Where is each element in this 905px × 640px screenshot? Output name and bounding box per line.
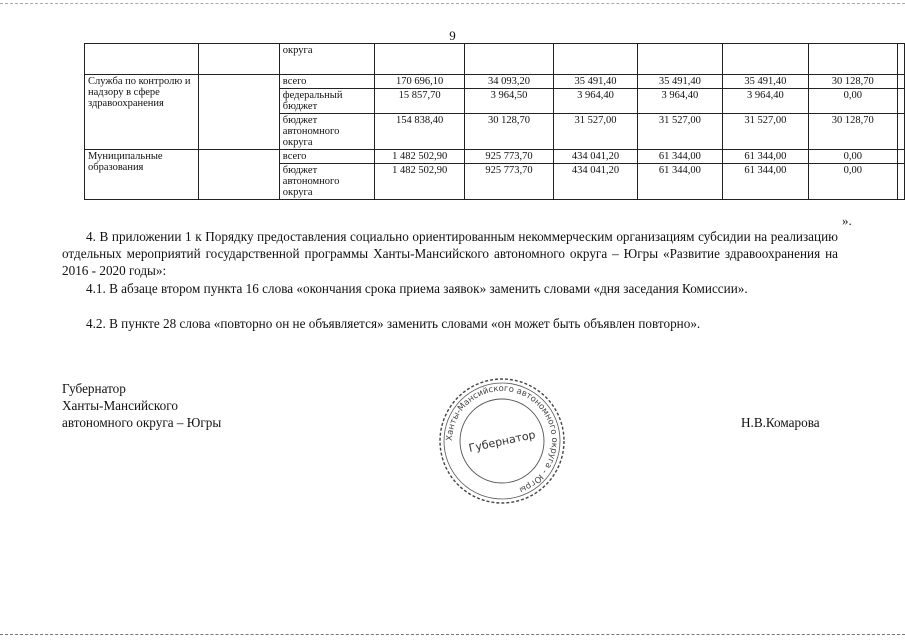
amount-cell: 925 773,70 [464, 150, 553, 164]
amount-cell: 3 964,40 [723, 89, 808, 114]
budget-category: всего [279, 150, 375, 164]
budget-category: всего [279, 75, 375, 89]
paragraph-4-2: 4.2. В пункте 28 слова «повторно он не объявляется» заменить словами «он может быть объявлен повторно». [86, 316, 701, 331]
amount-cell: 30 128,70 [808, 114, 897, 150]
budget-category: бюджет автономного округа [279, 114, 375, 150]
amount-cell: 61 344,00 [637, 150, 722, 164]
amount-cell: 3 964,40 [637, 89, 722, 114]
budget-table [84, 43, 905, 200]
amount-cell: 30 128,70 [464, 114, 553, 150]
amount-cell: 434 041,20 [554, 150, 637, 164]
amount-cell: 61 344,00 [723, 164, 808, 200]
page-number: 9 [449, 28, 456, 43]
signatory-line: Ханты-Мансийского [62, 398, 178, 413]
budget-category: округа [279, 44, 375, 75]
amount-cell: 0,00 [808, 150, 897, 164]
amount-cell: 35 491,40 [723, 75, 808, 89]
amount-cell: 31 527,00 [637, 114, 722, 150]
amount-cell: 3 964,50 [464, 89, 553, 114]
stamp-center-text: Губернатор [467, 428, 537, 455]
program-executor: Служба по контролю и надзору в сфере здравоохранения [85, 75, 199, 150]
amount-cell: 35 491,40 [637, 75, 722, 89]
signatory-line: Губернатор [62, 381, 126, 396]
scan-bottom-edge [0, 634, 905, 635]
closing-quote: ». [842, 213, 852, 228]
amount-cell: 30 128,70 [808, 75, 897, 89]
amount-cell: 0,00 [808, 164, 897, 200]
amount-cell: 31 527,00 [554, 114, 637, 150]
amount-cell: 15 857,70 [375, 89, 464, 114]
amount-cell: 1 482 502,90 [375, 150, 464, 164]
signatory-title [62, 380, 221, 431]
amount-cell: 34 093,20 [464, 75, 553, 89]
amount-cell: 925 773,70 [464, 164, 553, 200]
paragraph-4-1: 4.1. В абзаце втором пункта 16 слова «окончания срока приема заявок» заменить словами «дня заседания Комиссии». [86, 281, 748, 296]
paragraph-4: 4. В приложении 1 к Порядку предоставления социально ориентированным некоммерческим организациям субсидии на реализацию отдельных мероприятий государственной программы Ханты-Мансийского автономного округа – Югры «Развитие здравоохранения на 2016 - 2020 годы»: [62, 229, 838, 278]
official-stamp [437, 376, 567, 506]
amount-cell: 1 482 502,90 [375, 164, 464, 200]
scan-top-edge [0, 3, 905, 4]
amount-cell: 35 491,40 [554, 75, 637, 89]
stamp-ring-text: Ханты-Мансийского автономного округа - Югры [444, 383, 560, 495]
signatory-name: Н.В.Комарова [741, 415, 820, 430]
amount-cell: 170 696,10 [375, 75, 464, 89]
amount-cell: 154 838,40 [375, 114, 464, 150]
amount-cell: 3 964,40 [554, 89, 637, 114]
amount-cell: 434 041,20 [554, 164, 637, 200]
table-row [85, 44, 905, 75]
budget-category: федеральный бюджет [279, 89, 375, 114]
budget-category: бюджет автономного округа [279, 164, 375, 200]
signatory-line: автономного округа – Югры [62, 415, 222, 430]
amount-cell: 31 527,00 [723, 114, 808, 150]
table-row [85, 75, 905, 89]
amount-cell: 61 344,00 [637, 164, 722, 200]
table-row [85, 150, 905, 164]
amount-cell: 0,00 [808, 89, 897, 114]
amount-cell: 61 344,00 [723, 150, 808, 164]
program-executor: Муниципальные образования [85, 150, 199, 200]
